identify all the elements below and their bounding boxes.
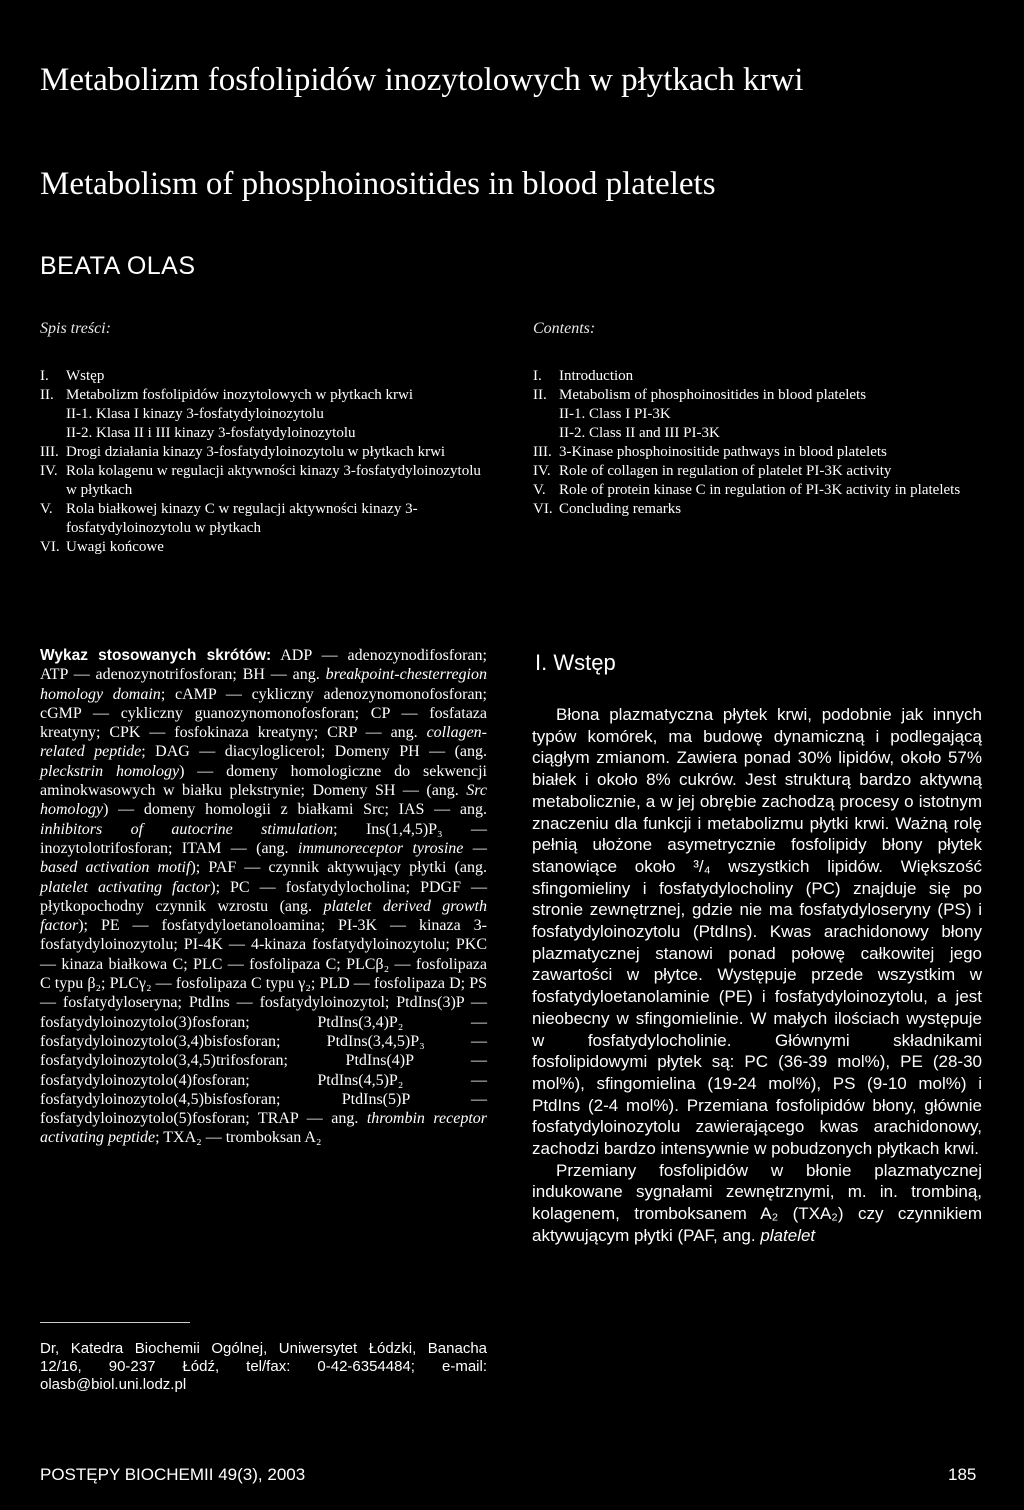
toc-item: IV. Role of collagen in regulation of platelet PI-3K activity xyxy=(533,463,892,479)
abbreviations-lead: Wykaz stosowanych skrótów: xyxy=(40,647,272,664)
body-text xyxy=(532,704,982,1247)
footnote-divider xyxy=(40,1322,190,1323)
title-polish: Metabolizm fosfolipidów inozytolowych w płytkach krwi xyxy=(40,62,804,98)
toc-item: I. Wstęp xyxy=(40,368,105,384)
toc-item: II-1. Klasa I kinazy 3-fosfatydyloinozytolu xyxy=(66,406,324,422)
paragraph: Błona plazmatyczna płytek krwi, podobnie jak innych typów komórek, ma budowę dynamiczną i podlegającą ciągłym zmianom. Zawiera ponad 30% lipidów, około 57% białek i około 8% cukrów. Jest strukturą bardzo aktywną metabolicznie, a w jej obrębie zachodzą procesy o istotnym znaczeniu dla funkcji i metabolizmu płytki krwi. Ważną rolę pełnią ułożone asymetrycznie fosfolipidy błony płytek stanowiące około ³/₄ wszystkich lipidów. Większość sfingomieliny i fosfatydylocholiny (PC) znajduje się po stronie zewnętrznej, gdzie nie ma fosfatydyloseryny (PS) i fosfatydyloinozytolu (PtdIns). Kwas arachidonowy błony plazmatycznej stanowi ponad połowę całkowitej jego zawartości w płytce. Występuje przede wszystkim w fosfatydyloetanolaminie (PE) i fosfatydyloinozytolu, a jest nieobecny w sfingomielinie. W małych ilościach występuje w fosfatydylocholinie. Głównymi składnikami fosfolipidowymi płytek są: PC (36-39 mol%), PE (28-30 mol%), sfingomielina (19-24 mol%), PS (9-10 mol%) i PtdIns (2-4 mol%). Przemiana fosfolipidów błony, głównie fosfatydyloinozytolu zawierającego kwas arachidonowy, zachodzi bardzo intensywnie w pobudzonych płytkach krwi. xyxy=(532,705,982,1159)
toc-item: II. Metabolism of phosphoinositides in blood platelets xyxy=(533,387,867,403)
toc-item: IV. Rola kolagenu w regulacji aktywności kinazy 3-fosfatydyloinozytolu w płytkach xyxy=(40,463,481,498)
toc-english xyxy=(533,367,983,519)
toc-item: VI. Uwagi końcowe xyxy=(40,539,164,555)
author-affiliation: Dr, Katedra Biochemii Ogólnej, Uniwersytet Łódzki, Banacha 12/16, 90-237 Łódź, tel/fax: 0-42-6354484; e-mail: olasb@biol.uni.lodz.pl xyxy=(40,1340,487,1393)
italic-term: Src homology xyxy=(40,782,487,819)
italic-term: pleckstrin homology xyxy=(40,762,180,780)
abbreviations-list xyxy=(40,646,487,1148)
toc-item: V. Rola białkowej kinazy C w regulacji aktywności kinazy 3-fosfatydyloinozytolu w płytkach xyxy=(40,501,418,536)
toc-item: II-1. Class I PI-3K xyxy=(559,406,671,422)
toc-polish xyxy=(40,367,490,557)
italic-term: immunoreceptor tyrosine — based activation motif xyxy=(40,839,487,877)
toc-item: II-2. Klasa II i III kinazy 3-fosfatydyloinozytolu xyxy=(66,425,356,441)
toc-item: VI. Concluding remarks xyxy=(533,501,682,517)
italic-term: platelet activating factor xyxy=(40,878,211,896)
toc-english-heading: Contents: xyxy=(533,320,596,337)
italic-term: inhibitors of autocrine stimulation xyxy=(40,820,334,838)
abbreviations-body: ADP — adenozynodifosforan; ATP — adenozynotrifosforan; BH — ang. breakpoint-chesterregion homology domain; cAMP — cykliczny adenozynomonofosforan; cGMP — cykliczny guanozynomonofosforan; CP — fosfataza kreatyny; CPK — fosfokinaza kreatyny; CRP — ang. collagen-related peptide; DAG — diacyloglicerol; Domeny PH — (ang. pleckstrin homology) — domeny homologiczne do sekwencji aminokwasowych w białku plekstrynie; Domeny SH — (ang. Src homology) — domeny homologii z białkami Src; IAS — ang. inhibitors of autocrine stimulation; Ins(1,4,5)P₃ — inozytolotrifosforan; ITAM — (ang. immunoreceptor tyrosine — based activation motif); PAF — czynnik aktywujący płytki (ang. platelet activating factor); PC — fosfatydylocholina; PDGF — płytkopochodny czynnik wzrostu (ang. platelet derived growth factor); PE — fosfatydyloetanoloamina; PI-3K — kinaza 3-fosfatydyloinozytolu; PI-4K — 4-kinaza fosfatydyloinozytolu; PKC — kinaza białkowa C; PLC — fosfolipaza C; PLCβ₂ — fosfolipaza C typu β₂; PLCγ₂ — fosfolipaza C typu γ₂; PLD — fosfolipaza D; PS — fosfatydyloseryna; PtdIns — fosfatydyloinozytol; PtdIns(3)P — fosfatydyloinozytolo(3)fosforan; PtdIns(3,4)P₂ — fosfatydyloinozytolo(3,4)bisfosforan; PtdIns(3,4,5)P₃ — fosfatydyloinozytolo(3,4,5)trifosforan; PtdIns(4)P — fosfatydyloinozytolo(4)fosforan; PtdIns(4,5)P₂ — fosfatydyloinozytolo(4,5)bisfosforan; PtdIns(5)P — fosfatydyloinozytolo(5)fosforan; TRAP — ang. thrombin receptor activating peptide; TXA₂ — tromboksan A₂ xyxy=(40,647,488,1147)
toc-item: II-2. Class II and III PI-3K xyxy=(559,425,720,441)
italic-term: platelet derived growth factor xyxy=(40,897,487,935)
paragraph: Przemiany fosfolipidów w błonie plazmatycznej indukowane sygnałami zewnętrznymi, m. in. trombiną, kolagenem, tromboksanem A₂ (TXA₂) czy czynnikiem aktywującym płytki (PAF, ang. platelet xyxy=(532,1160,982,1245)
toc-item: III. Drogi działania kinazy 3-fosfatydyloinozytolu w płytkach krwi xyxy=(40,444,446,460)
toc-polish-heading: Spis treści: xyxy=(40,320,111,337)
toc-item: I. Introduction xyxy=(533,368,634,384)
toc-item: V. Role of protein kinase C in regulation of PI-3K activity in platelets xyxy=(533,482,961,498)
title-english: Metabolism of phosphoinositides in blood platelets xyxy=(40,166,716,202)
toc-item: II. Metabolizm fosfolipidów inozytolowych w płytkach krwi xyxy=(40,387,414,403)
author: BEATA OLAS xyxy=(40,252,196,280)
italic-term: collagen-related peptide xyxy=(40,724,487,761)
italic-term: platelet xyxy=(760,1225,816,1245)
journal-name: POSTĘPY BIOCHEMII 49(3), 2003 xyxy=(40,1465,306,1484)
italic-term: breakpoint-chesterregion homology domain xyxy=(40,666,487,703)
page-number: 185 xyxy=(948,1465,977,1484)
italic-term: thrombin receptor activating peptide xyxy=(40,1110,488,1147)
toc-item: III. 3-Kinase phosphoinositide pathways in blood platelets xyxy=(533,444,887,460)
section-title: I. Wstęp xyxy=(535,650,616,675)
